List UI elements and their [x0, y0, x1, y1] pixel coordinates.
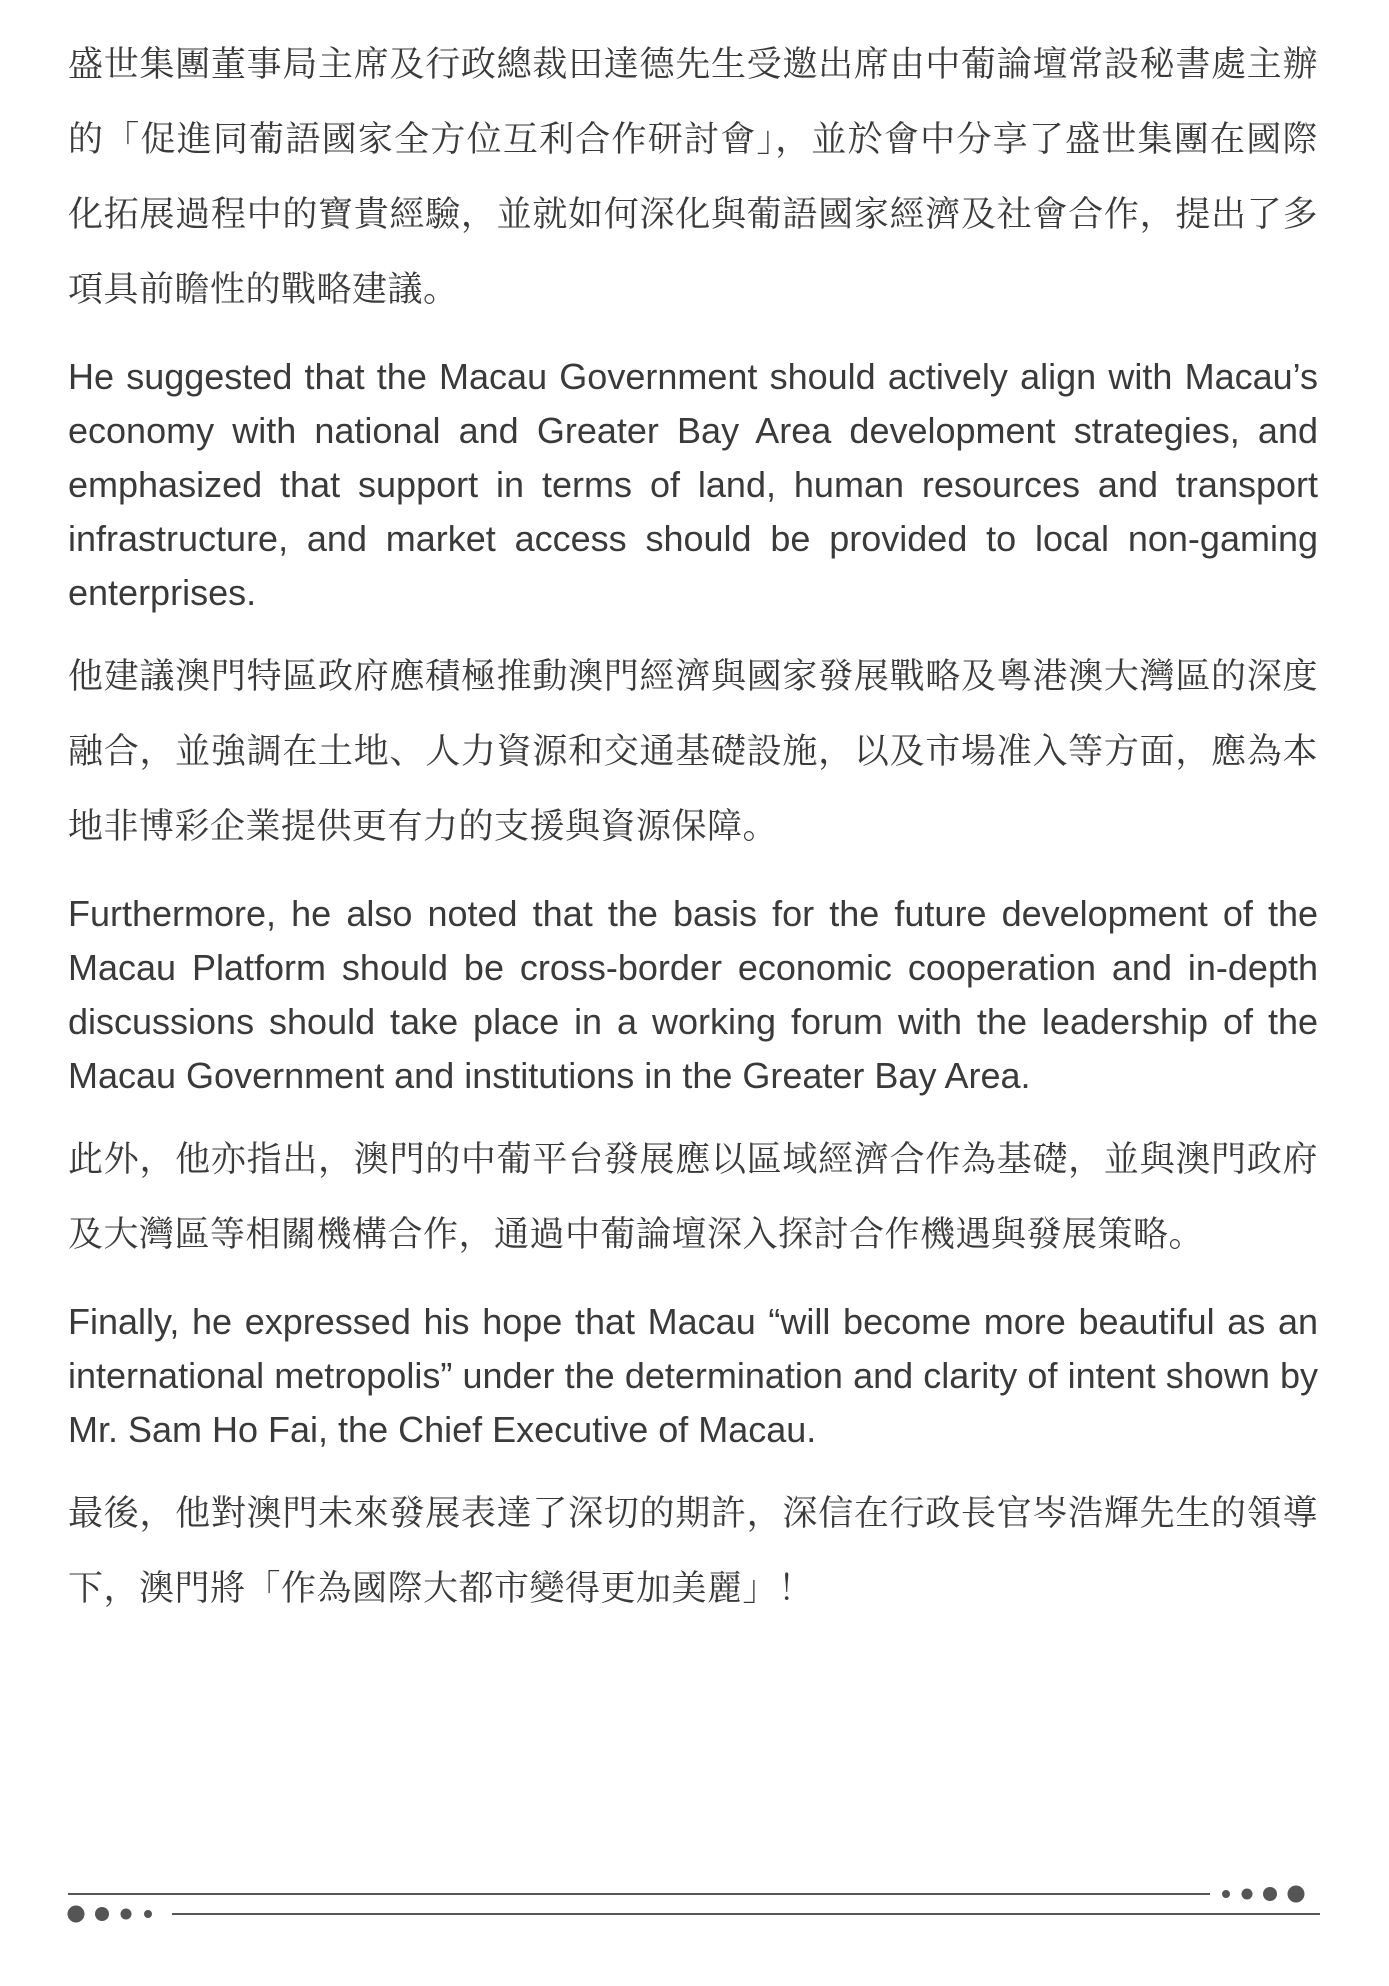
footer-dot — [1242, 1889, 1253, 1900]
footer-divider-graphic — [0, 1880, 1389, 1940]
footer-dot — [1222, 1890, 1230, 1898]
article-body — [68, 28, 1318, 1627]
footer-dot — [1288, 1886, 1305, 1903]
footer-dot — [121, 1909, 132, 1920]
footer-dot — [144, 1910, 152, 1918]
paragraph-zh-furthermore: 此外，他亦指出，澳門的中葡平台發展應以區域經濟合作為基礎，並與澳門政府及大灣區等相關機構合作，通過中葡論壇深入探討合作機遇與發展策略。 — [68, 1140, 1318, 1255]
footer-dot — [1263, 1887, 1277, 1901]
paragraph-en-furthermore: Furthermore, he also noted that the basis for the future development of the Macau Platform should be cross-border economic cooperation and in-depth discussions should take place in a working forum with the leadership of the Macau Government and institutions in the Greater Bay Area. — [68, 893, 1318, 1096]
footer-dot — [95, 1907, 109, 1921]
paragraph-zh-intro: 盛世集團董事局主席及行政總裁田達德先生受邀出席由中葡論壇常設秘書處主辦的「促進同葡語國家全方位互利合作研討會」，並於會中分享了盛世集團在國際化拓展過程中的寶貴經驗，並就如何深化與葡語國家經濟及社會合作，提出了多項具前瞻性的戰略建議。 — [68, 45, 1318, 310]
paragraph-zh-suggestion: 他建議澳門特區政府應積極推動澳門經濟與國家發展戰略及粵港澳大灣區的深度融合，並強調在土地、人力資源和交通基礎設施，以及市場准入等方面，應為本地非博彩企業提供更有力的支援與資源保障。 — [68, 657, 1318, 847]
footer-dot — [68, 1906, 85, 1923]
paragraph-zh-finally: 最後，他對澳門未來發展表達了深切的期許，深信在行政長官岑浩輝先生的領導下，澳門將「作為國際大都市變得更加美麗」！ — [68, 1494, 1318, 1609]
footer-ornament — [0, 1880, 1389, 1940]
paragraph-en-suggestion: He suggested that the Macau Government should actively align with Macau’s economy with national and Greater Bay Area development strategies, and emphasized that support in terms of land, human resources and transport infrastructure, and market access should be provided to local non-gaming enterprises. — [68, 356, 1318, 613]
paragraph-en-finally: Finally, he expressed his hope that Macau “will become more beautiful as an international metropolis” under the determination and clarity of intent shown by Mr. Sam Ho Fai, the Chief Executive of Macau. — [68, 1301, 1318, 1450]
